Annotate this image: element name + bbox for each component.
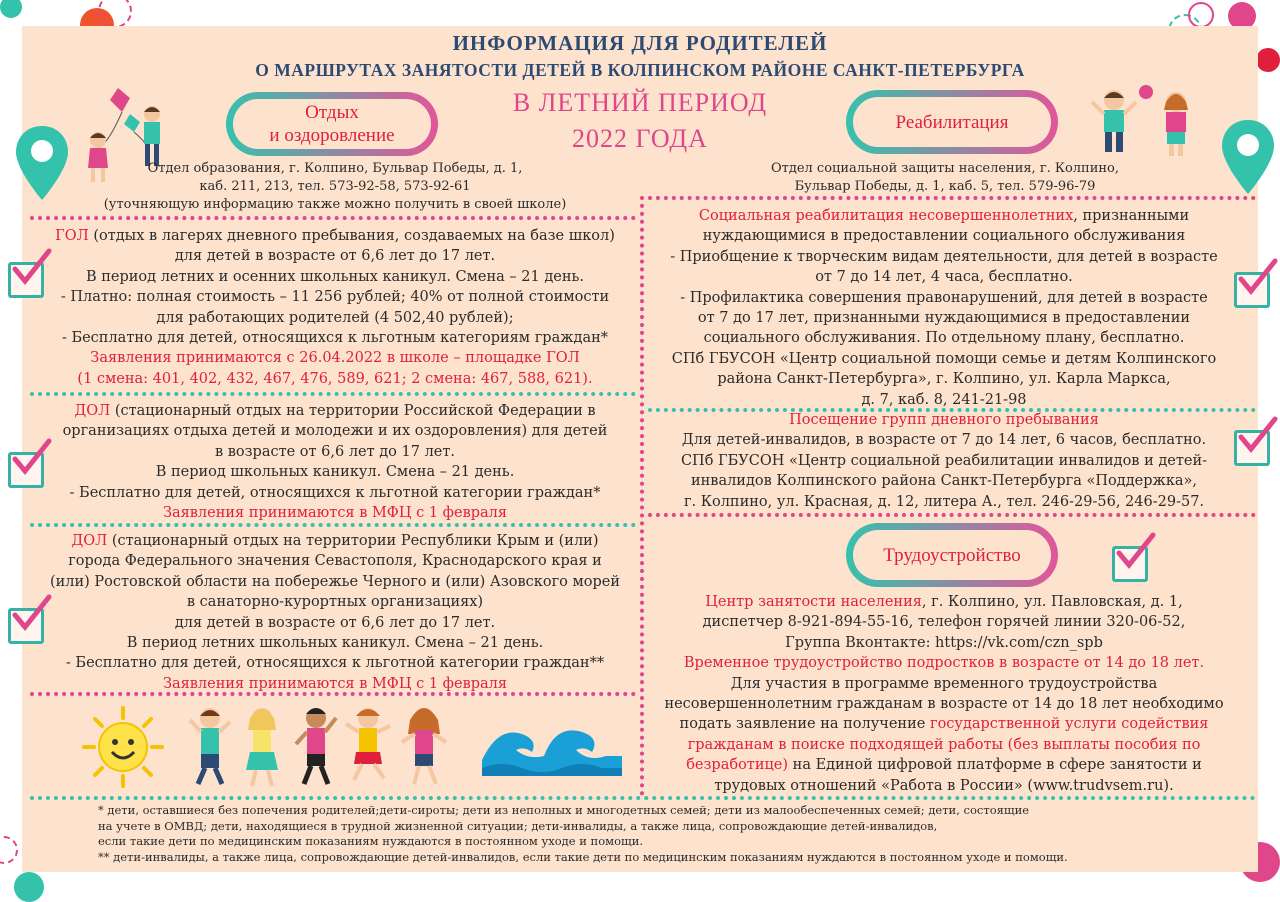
decor-circle (0, 836, 18, 864)
badge-rest-health (226, 92, 438, 156)
gol-applications: Заявления принимаются с 26.04.2022 в школе – площадке ГОЛ (90, 350, 580, 367)
dol2-label: ДОЛ (71, 533, 108, 549)
daycare-title: Посещение групп дневного пребывания (789, 412, 1099, 428)
gol-line1-rest: (отдых в лагерях дневного пребывания, создаваемых на базе школ) (88, 228, 615, 244)
checkmark-icon (8, 608, 44, 644)
education-dept-line3: (уточняющую информацию также можно получить в своей школе) (103, 197, 567, 212)
season-title: В ЛЕТНИЙ ПЕРИОД (512, 88, 768, 117)
gol-section (30, 226, 640, 389)
job-line (644, 714, 1244, 734)
gol-label: ГОЛ (55, 228, 89, 244)
dol1-section (30, 401, 640, 523)
divider-dots (30, 523, 636, 527)
badge-employment (846, 523, 1058, 587)
dol1-line: организациях отдыха детей и молодежи и их оздоровления) для детей (62, 423, 608, 440)
dol2-line: В период летних школьных каникул. Смена – 21 день. (126, 635, 544, 652)
footnote-line: ** дети-инвалиды, а также лица, сопровождающие детей-инвалидов, если такие дети по медицинским показаниям нуждаются в постоянном уходе и помощи. (98, 849, 1068, 864)
rehab-line: - Профилактика совершения правонарушений, для детей в возрасте (680, 289, 1208, 306)
decor-circle (98, 0, 132, 28)
dol2-line: города Федерального значения Севастополя, Краснодарского края и (68, 553, 602, 570)
gol-line: для детей в возрасте от 6,6 лет до 17 лет. (174, 248, 496, 265)
job-center-label: Центр занятости населения (705, 594, 922, 610)
dol1-line: в возрасте от 6,6 лет до 17 лет. (214, 443, 456, 460)
divider-dots (648, 513, 1256, 517)
dol2-line1 (30, 531, 640, 551)
job-l5-red: безработице) (686, 757, 789, 774)
gol-line: - Платно: полная стоимость – 11 256 рублей; 40% от полной стоимости (60, 289, 610, 306)
divider-dots (30, 392, 636, 396)
education-dept-line2: каб. 211, 213, тел. 573-92-58, 573-92-61 (199, 179, 471, 194)
rehab-label: Социальная реабилитация несовершеннолетних (698, 208, 1074, 224)
checkmark-icon (8, 262, 44, 298)
dol2-section (30, 531, 640, 694)
employment-section (644, 592, 1244, 796)
education-dept-line1: Отдел образования, г. Колпино, Бульвар Победы, д. 1, (147, 161, 523, 176)
job-l4-red: гражданам в поиске подходящей работы (без выплаты пособия по (687, 736, 1201, 753)
job-line1-rest: , г. Колпино, ул. Павловская, д. 1, (921, 594, 1183, 610)
page-subtitle: О МАРШРУТАХ ЗАНЯТОСТИ ДЕТЕЙ В КОЛПИНСКОМ РАЙОНЕ САНКТ-ПЕТЕРБУРГА (255, 60, 1025, 80)
social-dept-line1: Отдел социальной защиты населения, г. Колпино, (770, 161, 1120, 176)
checkmark-icon (1112, 546, 1148, 582)
badge-employment-label: Трудоустройство (883, 544, 1021, 566)
divider-dots (648, 196, 1256, 200)
dol2-line: (или) Ростовской области на побережье Черного и (или) Азовского морей (49, 573, 621, 590)
job-l3a: подать заявление на получение (679, 716, 930, 733)
badge-rest-health-line2: и оздоровление (269, 125, 395, 146)
dol1-line1-rest: (стационарный отдых на территории Российской Федерации в (110, 403, 596, 419)
badge-rest-health-line1: Отдых (305, 102, 359, 123)
dol2-line: в санаторно-курортных организациях) (186, 594, 484, 611)
kids-ball-illustration (1086, 80, 1206, 166)
rehab-line: района Санкт-Петербурга», г. Колпино, ул. Карла Маркса, (717, 371, 1171, 388)
job-line: диспетчер 8-921-894-55-16, телефон горячей линии 320-06-52, (702, 614, 1186, 631)
jumping-kids-illustration (186, 700, 466, 796)
rehab-line1-rest: , признанными (1073, 208, 1190, 224)
decor-circle (14, 872, 44, 902)
job-line: Группа Вконтакте: https://vk.com/czn_spb (785, 634, 1103, 651)
divider-dots (30, 796, 1256, 800)
dol1-label: ДОЛ (74, 403, 111, 419)
rehab-line: от 7 до 14 лет, 4 часа, бесплатно. (815, 269, 1073, 286)
checkmark-icon (1234, 272, 1270, 308)
dol1-applications: Заявления принимаются в МФЦ с 1 февраля (162, 505, 508, 522)
job-line (644, 755, 1244, 775)
daycare-line: инвалидов Колпинского района Санкт-Петербурга «Поддержка», (690, 473, 1198, 490)
footnote-line: если такие дети по медицинским показаниям нуждаются в постоянном уходе и помощи. (98, 834, 644, 848)
daycare-line: г. Колпино, ул. Красная, д. 12, литера А., тел. 246-29-56, 246-29-57. (683, 493, 1205, 510)
rehab-line1 (644, 206, 1244, 226)
badge-rehabilitation-label: Реабилитация (895, 111, 1009, 133)
job-l5-rest: на Единой цифровой платформе в сфере занятости и (788, 757, 1202, 774)
footnote-line: * дети, оставшиеся без попечения родителей;дети-сироты; дети из неполных и многодетных семей; дети из малообеспеченных семей; дети, состоящие (98, 803, 1030, 817)
rehab-line: нуждающимися в предоставлении социального обслуживания (702, 228, 1186, 245)
job-l3-red: государственной услуги содействия (929, 716, 1209, 733)
daycare-section (644, 410, 1244, 512)
job-line1 (644, 592, 1244, 612)
rehab-line: социального обслуживания. По отдельному плану, бесплатно. (703, 330, 1185, 347)
gol-line: для работающих родителей (4 502,40 рублей); (156, 309, 514, 326)
checkmark-icon (1234, 430, 1270, 466)
dol1-line: - Бесплатно для детей, относящихся к льготной категории граждан* (69, 484, 601, 501)
dol2-line: - Бесплатно для детей, относящихся к льготной категории граждан** (65, 655, 605, 672)
job-line: трудовых отношений «Работа в России» (www.trudvsem.ru). (714, 777, 1174, 794)
footnotes (98, 803, 1218, 865)
dol1-line1 (30, 401, 640, 421)
dol1-line: В период школьных каникул. Смена – 21 день. (155, 464, 515, 481)
job-line: Для участия в программе временного трудоустройства (730, 675, 1158, 692)
badge-rehabilitation (846, 90, 1058, 154)
gol-line: В период летних и осенних школьных каникул. Смена – 21 день. (85, 268, 585, 285)
page-title: ИНФОРМАЦИЯ ДЛЯ РОДИТЕЛЕЙ (452, 31, 828, 55)
sun-illustration (82, 706, 164, 792)
decor-circle (1188, 2, 1214, 28)
rehab-line: д. 7, каб. 8, 241-21-98 (861, 391, 1027, 408)
gol-shifts: (1 смена: 401, 402, 432, 467, 476, 589, 621; 2 смена: 467, 588, 621). (77, 370, 593, 387)
decor-circle (0, 0, 22, 18)
daycare-line: СПб ГБУСОН «Центр социальной реабилитации инвалидов и детей- (680, 452, 1208, 469)
rehab-section (644, 206, 1244, 410)
footnote-line: на учете в ОМВД; дети, находящиеся в трудной жизненной ситуации; дети-инвалиды, а также лица, сопровождающие детей-инвалидов, (98, 818, 938, 833)
waves-illustration (482, 716, 622, 780)
rehab-line: СПб ГБУСОН «Центр социальной помощи семье и детям Колпинского (671, 350, 1217, 367)
dol2-line1-rest: (стационарный отдых на территории Республики Крым и (или) (107, 533, 599, 549)
season-year: 2022 ГОДА (572, 124, 708, 153)
daycare-line: Для детей-инвалидов, в возрасте от 7 до 14 лет, 6 часов, бесплатно. (681, 432, 1207, 449)
rehab-line: от 7 до 17 лет, признанными нуждающимися в предоставлении (697, 310, 1191, 327)
gol-line1 (30, 226, 640, 246)
dol2-line: для детей в возрасте от 6,6 лет до 17 лет. (174, 614, 496, 631)
divider-dots (30, 216, 636, 220)
job-line: несовершеннолетним гражданам в возрасте от 14 до 18 лет необходимо (664, 696, 1224, 713)
dol2-applications: Заявления принимаются в МФЦ с 1 февраля (162, 675, 508, 692)
gol-line: - Бесплатно для детей, относящихся к льготным категориям граждан* (61, 330, 609, 347)
rehab-line: - Приобщение к творческим видам деятельности, для детей в возрасте (670, 248, 1218, 265)
job-temp-employment: Временное трудоустройство подростков в возрасте от 14 до 18 лет. (683, 655, 1205, 672)
social-dept-line2: Бульвар Победы, д. 1, каб. 5, тел. 579-96-79 (794, 179, 1096, 194)
decor-circle (1256, 48, 1280, 72)
checkmark-icon (8, 452, 44, 488)
